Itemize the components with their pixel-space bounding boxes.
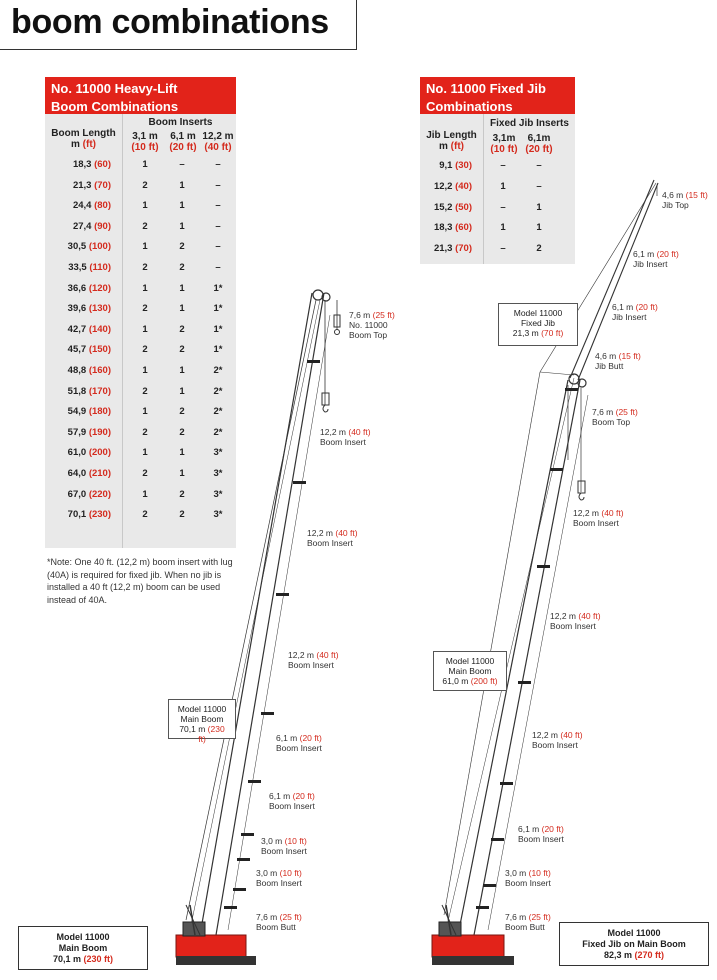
boom-joint-mark xyxy=(276,593,289,596)
heavy-lift-row-cell: 3* xyxy=(213,509,223,521)
heavy-lift-row-cell: 3* xyxy=(213,468,223,479)
right-label-jib-butt xyxy=(595,351,641,371)
left-crane-drawing xyxy=(176,290,340,965)
heavy-lift-row-cell: 1 xyxy=(179,200,185,212)
heavy-lift-row-cell: 1 xyxy=(142,447,148,459)
right-jib-model-callout-l3: 21,3 m xyxy=(512,328,542,338)
right-label-insert-3-m: 12,2 m xyxy=(532,730,561,740)
right-label-jib-insert-2-ft: (20 ft) xyxy=(635,302,658,312)
boom-joint-mark xyxy=(248,780,261,783)
length-header-line1: Boom Length xyxy=(51,128,116,139)
right-label-jib-insert-1-m: 6,1 m xyxy=(633,249,657,259)
heavy-lift-title-1: No. 11000 Heavy-Lift xyxy=(51,81,178,96)
left-label-insert-2 xyxy=(307,528,358,548)
length-header-unit-m: m xyxy=(71,139,83,150)
heavy-lift-row-cell: 2 xyxy=(179,488,185,500)
left-bottom-callout-l3r: (230 ft) xyxy=(83,954,114,964)
left-model-callout-l3r: (230 ft) xyxy=(198,724,225,744)
right-label-insert-3 xyxy=(532,730,583,750)
heavy-lift-row-length-m: 39,6 xyxy=(67,303,87,315)
heavy-lift-row-cell: – xyxy=(215,179,221,191)
heavy-lift-row-cell: – xyxy=(215,262,221,273)
right-label-boom-top-ft: (25 ft) xyxy=(615,407,638,417)
left-label-boom-butt-name: Boom Butt xyxy=(256,922,296,932)
right-label-boom-butt-ft: (25 ft) xyxy=(528,912,551,922)
right-label-insert-2-name: Boom Insert xyxy=(550,621,596,631)
right-bottom-callout xyxy=(559,922,709,966)
heavy-lift-row-cell: 1 xyxy=(179,282,185,294)
left-label-insert-5-ft: (20 ft) xyxy=(292,791,315,801)
right-bottom-callout-l3: 82,3 m xyxy=(603,950,635,960)
boom-joint-mark xyxy=(261,712,274,715)
heavy-lift-row-length-m: 57,9 xyxy=(67,426,87,438)
boom-joint-mark xyxy=(233,888,246,891)
right-label-jib-insert-1-name: Jib Insert xyxy=(633,259,668,269)
heavy-lift-row-length-ft: (100) xyxy=(88,241,111,253)
boom-joint-mark xyxy=(491,838,504,841)
heavy-lift-row-cell: 1 xyxy=(142,282,148,294)
heavy-lift-row-length-ft: (170) xyxy=(88,385,111,397)
col-header-6m-ft: (20 ft) xyxy=(169,142,197,153)
right-jib-model-callout xyxy=(498,303,578,346)
fixed-jib-row-cell: 2 xyxy=(536,243,542,255)
heavy-lift-row-cell: 1 xyxy=(179,385,185,397)
fixed-jib-row-cell: 1 xyxy=(536,201,542,213)
left-model-callout-l2: Main Boom xyxy=(180,714,224,724)
left-label-insert-7-m: 3,0 m xyxy=(256,868,280,878)
left-label-insert-7-ft: (10 ft) xyxy=(279,868,302,878)
right-label-insert-5-m: 3,0 m xyxy=(505,868,529,878)
heavy-lift-row-cell: 2 xyxy=(142,385,148,397)
heavy-lift-row-cell: 1 xyxy=(142,159,148,170)
boom-joint-mark xyxy=(224,906,237,909)
right-label-insert-1-name: Boom Insert xyxy=(573,518,619,528)
page-title: boom combinations xyxy=(11,3,329,41)
right-label-boom-butt-name: Boom Butt xyxy=(505,922,545,932)
fixed-jib-row-length-ft: (70) xyxy=(455,243,472,255)
heavy-lift-row-length-m: 51,8 xyxy=(67,385,87,397)
heavy-lift-row-length-ft: (220) xyxy=(88,488,111,500)
heavy-lift-row-length-ft: (180) xyxy=(88,406,111,418)
right-label-insert-1-ft: (40 ft) xyxy=(601,508,624,518)
right-main-model-callout xyxy=(433,651,507,691)
left-bottom-callout-l3: 70,1 m xyxy=(52,954,84,964)
heavy-lift-row-cell: 2* xyxy=(213,406,223,418)
right-label-jib-insert-1 xyxy=(633,249,679,269)
left-label-insert-2-ft: (40 ft) xyxy=(335,528,358,538)
right-label-insert-5-ft: (10 ft) xyxy=(528,868,551,878)
heavy-lift-row-cell: 1 xyxy=(179,303,185,315)
heavy-lift-row-cell: 1 xyxy=(179,220,185,232)
right-main-model-callout-l2: Main Boom xyxy=(448,666,492,676)
heavy-lift-row-length-ft: (60) xyxy=(94,159,111,170)
heavy-lift-row-length-ft: (230) xyxy=(88,509,111,521)
heavy-lift-row-length-m: 70,1 xyxy=(67,509,87,521)
right-label-jib-top-m: 4,6 m xyxy=(662,190,686,200)
fixed-jib-row-cell: – xyxy=(500,201,506,213)
right-label-insert-3-name: Boom Insert xyxy=(532,740,578,750)
jib-inserts-group-header: Fixed Jib Inserts xyxy=(490,118,569,129)
right-label-insert-1 xyxy=(573,508,624,528)
heavy-lift-row-length-ft: (90) xyxy=(94,220,111,232)
heavy-lift-row-length-m: 30,5 xyxy=(67,241,87,253)
left-model-callout-l1: Model 11000 xyxy=(177,704,227,714)
left-label-boom-top xyxy=(349,310,395,340)
right-label-boom-top-name: Boom Top xyxy=(592,417,631,427)
heavy-lift-row-cell: 1 xyxy=(179,365,185,376)
left-label-insert-1 xyxy=(320,427,371,447)
left-label-insert-1-ft: (40 ft) xyxy=(348,427,371,437)
right-label-jib-top-name: Jib Top xyxy=(662,200,689,210)
heavy-lift-row-length-m: 61,0 xyxy=(67,447,87,459)
jib-col-header-6m-ft: (20 ft) xyxy=(525,144,553,155)
right-main-model-callout-l3r: (200 ft) xyxy=(470,676,498,686)
heavy-lift-row-cell: – xyxy=(179,159,185,170)
right-bottom-callout-l1: Model 11000 xyxy=(607,928,661,938)
heavy-lift-row-cell: 2 xyxy=(142,179,148,191)
left-label-insert-1-name: Boom Insert xyxy=(320,437,366,447)
heavy-lift-row-cell: 2 xyxy=(142,344,148,356)
boom-joint-mark xyxy=(565,388,578,391)
left-label-boom-top-name2: Boom Top xyxy=(349,330,388,340)
heavy-lift-row-cell: – xyxy=(215,159,221,170)
left-label-insert-6-m: 3,0 m xyxy=(261,836,285,846)
heavy-lift-row-length-m: 64,0 xyxy=(67,468,87,479)
fixed-jib-row-cell: 1 xyxy=(500,222,506,234)
heavy-lift-row-length-m: 67,0 xyxy=(67,488,87,500)
right-label-insert-4 xyxy=(518,824,564,844)
left-bottom-callout xyxy=(18,926,148,970)
boom-joint-mark xyxy=(550,468,563,471)
boom-joint-mark xyxy=(483,884,496,887)
fixed-jib-title-1: No. 11000 Fixed Jib xyxy=(426,81,546,96)
right-jib-model-callout-l1: Model 11000 xyxy=(513,308,563,318)
right-label-jib-top-ft: (15 ft) xyxy=(685,190,708,200)
left-label-insert-4 xyxy=(276,733,322,753)
heavy-lift-row-length-ft: (150) xyxy=(88,344,111,356)
right-label-insert-2-ft: (40 ft) xyxy=(578,611,601,621)
left-label-insert-5-name: Boom Insert xyxy=(269,801,315,811)
left-label-boom-top-ft: (25 ft) xyxy=(372,310,395,320)
heavy-lift-row-length-ft: (140) xyxy=(88,323,111,335)
left-label-insert-3 xyxy=(288,650,339,670)
heavy-lift-row-cell: 1 xyxy=(179,447,185,459)
left-label-insert-4-ft: (20 ft) xyxy=(299,733,322,743)
left-label-boom-butt-ft: (25 ft) xyxy=(279,912,302,922)
boom-joint-mark xyxy=(237,858,250,861)
heavy-lift-row-cell: 1 xyxy=(179,468,185,479)
col-header-3m-ft: (10 ft) xyxy=(131,142,159,153)
right-label-jib-butt-name: Jib Butt xyxy=(595,361,624,371)
heavy-lift-row-length-m: 18,3 xyxy=(72,159,92,170)
right-main-model-callout-l1: Model 11000 xyxy=(445,656,495,666)
right-label-insert-1-m: 12,2 m xyxy=(573,508,602,518)
fixed-jib-row-length-m: 15,2 xyxy=(433,201,453,213)
jib-col-header-3m-ft: (10 ft) xyxy=(490,144,518,155)
heavy-lift-row-length-m: 33,5 xyxy=(68,262,87,273)
right-label-jib-insert-2-m: 6,1 m xyxy=(612,302,636,312)
heavy-lift-row-length-m: 21,3 xyxy=(72,179,92,191)
heavy-lift-row-cell: 2 xyxy=(179,406,185,418)
heavy-lift-row-length-m: 45,7 xyxy=(67,344,87,356)
heavy-lift-row-cell: 2 xyxy=(179,344,185,356)
left-label-insert-6-name: Boom Insert xyxy=(261,846,307,856)
heavy-lift-row-cell: 1 xyxy=(142,406,148,418)
heavy-lift-row-cell: 1* xyxy=(213,323,223,335)
left-label-insert-5-m: 6,1 m xyxy=(269,791,293,801)
heavy-lift-row-cell: 2 xyxy=(179,509,185,521)
fixed-jib-row-length-ft: (60) xyxy=(455,222,472,234)
left-label-insert-2-name: Boom Insert xyxy=(307,538,353,548)
boom-joint-mark xyxy=(307,360,320,363)
left-label-insert-4-m: 6,1 m xyxy=(276,733,300,743)
right-main-model-callout-l3: 61,0 m xyxy=(442,676,471,686)
right-label-insert-4-ft: (20 ft) xyxy=(541,824,564,834)
table-footnote: *Note: One 40 ft. (12,2 m) boom insert with lug (40A) is required for fixed jib. When no jib is installed a 40 ft (12,2 m) boom can be used instead of 40A. xyxy=(47,557,233,605)
left-label-insert-7-name: Boom Insert xyxy=(256,878,302,888)
left-label-insert-5 xyxy=(269,791,315,811)
boom-joint-mark xyxy=(476,906,489,909)
heavy-lift-row-length-ft: (80) xyxy=(94,200,111,212)
right-label-jib-insert-2-name: Jib Insert xyxy=(612,312,647,322)
heavy-lift-row-cell: 1* xyxy=(213,282,223,294)
heavy-lift-row-cell: 1 xyxy=(179,179,185,191)
col-header-12m-m: 12,2 m xyxy=(202,131,234,142)
fixed-jib-row-length-m: 9,1 xyxy=(439,160,453,171)
boom-joint-mark xyxy=(518,681,531,684)
right-label-jib-butt-m: 4,6 m xyxy=(595,351,619,361)
inserts-group-header: Boom Inserts xyxy=(148,117,213,128)
heavy-lift-row-length-m: 24,4 xyxy=(72,200,92,212)
heavy-lift-row-cell: 2 xyxy=(142,468,148,479)
heavy-lift-row-cell: – xyxy=(215,220,221,232)
right-label-boom-top xyxy=(592,407,638,427)
length-header-unit-ft: (ft) xyxy=(82,139,96,150)
right-label-insert-3-ft: (40 ft) xyxy=(560,730,583,740)
fixed-jib-row-cell: – xyxy=(500,243,506,255)
right-label-insert-2 xyxy=(550,611,601,631)
fixed-jib-row-length-ft: (50) xyxy=(455,201,472,213)
fixed-jib-row-length-m: 12,2 xyxy=(433,180,453,192)
heavy-lift-row-cell: 2 xyxy=(179,262,185,273)
right-label-insert-4-m: 6,1 m xyxy=(518,824,542,834)
fixed-jib-row-cell: 1 xyxy=(500,180,506,192)
fixed-jib-title-2: Combinations xyxy=(426,99,513,114)
fixed-jib-row-length-ft: (30) xyxy=(455,160,472,171)
boom-joint-mark xyxy=(500,782,513,785)
right-jib-model-callout-l2: Fixed Jib xyxy=(520,318,555,328)
left-label-insert-3-name: Boom Insert xyxy=(288,660,334,670)
right-label-insert-2-m: 12,2 m xyxy=(550,611,579,621)
right-label-boom-butt xyxy=(505,912,551,932)
heavy-lift-title-2: Boom Combinations xyxy=(51,99,179,114)
heavy-lift-row-length-m: 27,4 xyxy=(72,220,92,232)
heavy-lift-row-length-ft: (210) xyxy=(88,468,111,479)
heavy-lift-row-length-m: 36,6 xyxy=(67,282,87,294)
heavy-lift-row-cell: – xyxy=(215,200,221,212)
heavy-lift-row-length-m: 48,8 xyxy=(67,365,87,376)
heavy-lift-row-cell: 2* xyxy=(213,365,223,376)
heavy-lift-row-cell: – xyxy=(215,241,221,253)
fixed-jib-row-length-m: 18,3 xyxy=(433,222,453,234)
col-header-12m-ft: (40 ft) xyxy=(204,142,232,153)
left-label-boom-top-name: No. 11000 xyxy=(349,320,388,330)
left-bottom-callout-l2: Main Boom xyxy=(58,943,108,953)
heavy-lift-row-cell: 1 xyxy=(142,323,148,335)
left-label-insert-3-m: 12,2 m xyxy=(288,650,317,660)
right-label-jib-insert-2 xyxy=(612,302,658,322)
heavy-lift-row-cell: 1 xyxy=(142,200,148,212)
col-header-3m-m: 3,1 m xyxy=(132,131,158,142)
right-label-insert-5 xyxy=(505,868,551,888)
heavy-lift-row-length-m: 42,7 xyxy=(67,323,87,335)
heavy-lift-row-cell: 2* xyxy=(213,426,223,438)
col-header-6m-m: 6,1 m xyxy=(170,131,196,142)
right-bottom-callout-l3r: (270 ft) xyxy=(634,950,665,960)
heavy-lift-row-cell: 2* xyxy=(213,385,223,397)
jib-col-header-3m-m: 3,1m xyxy=(492,133,516,144)
heavy-lift-row-cell: 1* xyxy=(213,303,223,315)
fixed-jib-row-cell: – xyxy=(536,180,542,192)
heavy-lift-row-cell: 2 xyxy=(142,303,148,315)
heavy-lift-row-cell: 2 xyxy=(142,426,148,438)
right-label-boom-top-m: 7,6 m xyxy=(592,407,616,417)
heavy-lift-row-cell: 2 xyxy=(179,426,185,438)
heavy-lift-row-cell: 1* xyxy=(213,344,223,356)
heavy-lift-row-cell: 2 xyxy=(179,241,185,253)
right-jib-model-callout-l3r: (70 ft) xyxy=(541,328,564,338)
heavy-lift-row-cell: 1 xyxy=(142,488,148,500)
heavy-lift-row-cell: 1 xyxy=(142,241,148,253)
fixed-jib-row-length-ft: (40) xyxy=(455,180,472,192)
right-label-boom-butt-m: 7,6 m xyxy=(505,912,529,922)
heavy-lift-row-length-m: 54,9 xyxy=(67,406,87,418)
heavy-lift-row-cell: 2 xyxy=(179,323,185,335)
fixed-jib-row-cell: 1 xyxy=(536,222,542,234)
heavy-lift-row-length-ft: (160) xyxy=(88,365,111,376)
left-model-callout-l3: 70,1 m xyxy=(179,724,208,734)
heavy-lift-row-cell: 3* xyxy=(213,447,223,459)
fixed-jib-row-cell: – xyxy=(500,160,506,171)
right-bottom-callout-l2: Fixed Jib on Main Boom xyxy=(582,939,686,949)
heavy-lift-row-cell: 3* xyxy=(213,488,223,500)
fixed-jib-row-length-m: 21,3 xyxy=(433,243,453,255)
heavy-lift-row-length-ft: (110) xyxy=(89,262,111,273)
boom-joint-mark xyxy=(241,833,254,836)
jib-length-header-unit-ft: (ft) xyxy=(450,141,464,152)
heavy-lift-row-cell: 2 xyxy=(142,220,148,232)
heavy-lift-row-length-ft: (120) xyxy=(88,282,111,294)
left-label-insert-7 xyxy=(256,868,302,888)
right-label-insert-4-name: Boom Insert xyxy=(518,834,564,844)
left-label-insert-2-m: 12,2 m xyxy=(307,528,336,538)
heavy-lift-row-cell: 2 xyxy=(142,509,148,521)
jib-length-header-line1: Jib Length xyxy=(426,130,477,141)
left-bottom-callout-l1: Model 11000 xyxy=(56,932,110,942)
fixed-jib-row-cell: – xyxy=(536,160,542,171)
right-label-jib-top xyxy=(662,190,708,210)
left-label-insert-4-name: Boom Insert xyxy=(276,743,322,753)
heavy-lift-row-cell: 2 xyxy=(142,262,148,273)
heavy-lift-row-cell: 1 xyxy=(142,365,148,376)
right-crane-drawing xyxy=(432,180,658,965)
right-label-insert-5-name: Boom Insert xyxy=(505,878,551,888)
right-label-jib-butt-ft: (15 ft) xyxy=(618,351,641,361)
jib-length-header-unit-m: m xyxy=(439,141,451,152)
boom-joint-mark xyxy=(537,565,550,568)
jib-col-header-6m-m: 6,1m xyxy=(527,133,551,144)
left-label-insert-6-ft: (10 ft) xyxy=(284,836,307,846)
heavy-lift-row-length-ft: (200) xyxy=(88,447,111,459)
right-label-jib-insert-1-ft: (20 ft) xyxy=(656,249,679,259)
left-label-insert-1-m: 12,2 m xyxy=(320,427,349,437)
boom-joint-mark xyxy=(293,481,306,484)
left-label-boom-butt-m: 7,6 m xyxy=(256,912,280,922)
left-label-boom-top-m: 7,6 m xyxy=(349,310,373,320)
heavy-lift-row-length-ft: (190) xyxy=(88,426,111,438)
heavy-lift-row-length-ft: (70) xyxy=(94,179,111,191)
left-label-insert-3-ft: (40 ft) xyxy=(316,650,339,660)
left-model-callout xyxy=(168,699,236,744)
heavy-lift-row-length-ft: (130) xyxy=(88,303,111,315)
left-label-insert-6 xyxy=(261,836,307,856)
left-label-boom-butt xyxy=(256,912,302,932)
